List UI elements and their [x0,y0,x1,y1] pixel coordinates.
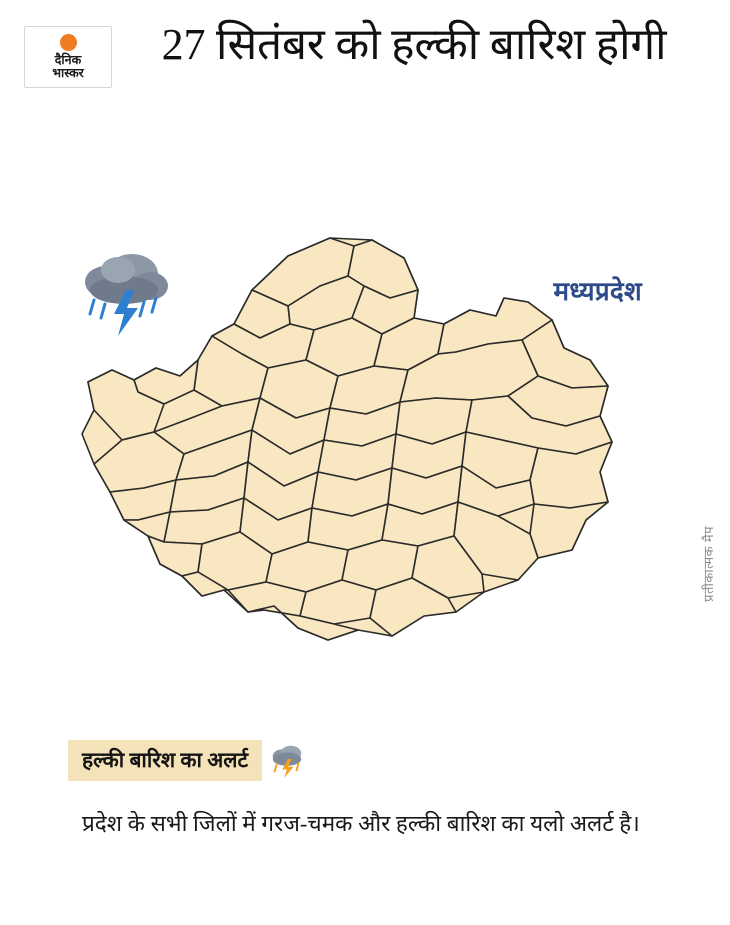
sun-dot-icon [60,34,77,51]
map-credit: प्रतीकात्मक मैप [701,526,716,602]
state-label: मध्यप्रदेश [553,277,642,306]
map-container [0,196,730,712]
header [0,0,730,196]
page-title: 27 सितंबर को हल्की बारिश होगी [161,20,667,69]
alert-header [68,740,306,781]
alert-description: प्रदेश के सभी जिलों में गरज-चमक और हल्की बारिश का यलो अलर्ट है। [82,811,640,836]
brand-logo [24,26,112,88]
madhya-pradesh-district-map [52,220,652,690]
brand-logo-line1: दैनिक [54,52,82,67]
rain-cloud-lightning-icon [268,741,306,779]
status-badge: हल्की बारिश का अलर्ट [68,740,262,781]
alert-section [0,712,730,925]
brand-logo-line2: भास्कर [52,66,84,80]
